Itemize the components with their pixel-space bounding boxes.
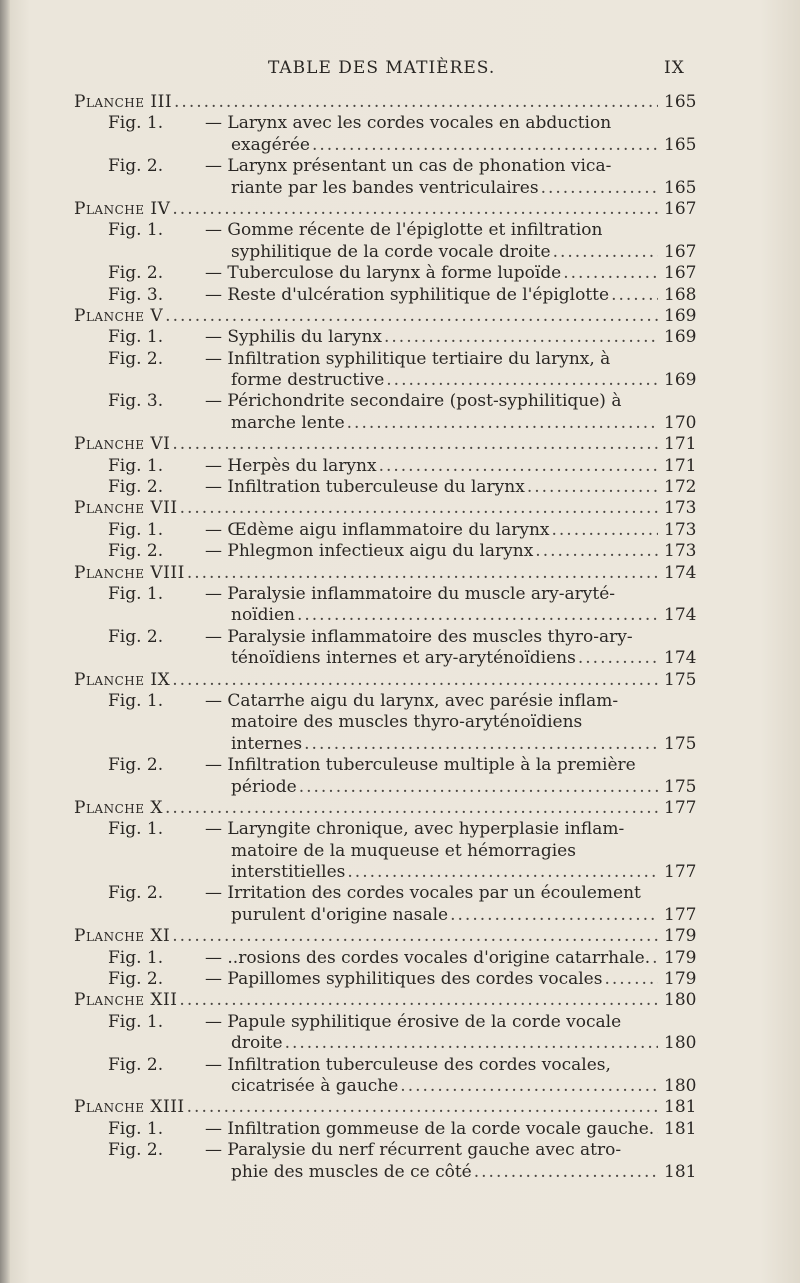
figure-description: — ..rosions des cordes vocales d'origine catarrhale. — [205, 947, 651, 968]
figure-description: — Catarrhe aigu du larynx, avec parésie inflam- — [205, 690, 619, 711]
toc-figure-row — [0, 819, 800, 840]
figure-description-continued: ténoïdiens internes et ary-aryténoïdiens — [231, 648, 576, 669]
figure-description-continued: matoire de la muqueuse et hémorragies — [231, 840, 576, 861]
figure-description-continued: noïdien — [231, 605, 295, 626]
toc-continuation-row — [0, 1033, 800, 1054]
toc-continuation-row — [0, 413, 800, 434]
page-number: IX — [664, 58, 685, 78]
leader-dots — [172, 434, 658, 455]
figure-description-continued: cicatrisée à gauche — [231, 1075, 399, 1096]
page-ref: 174 — [664, 562, 697, 583]
figure-label: Fig. 1. — [108, 327, 164, 348]
planche-label: Planche III — [74, 92, 173, 112]
figure-label: Fig. 1. — [108, 583, 164, 604]
figure-label: Fig. 2. — [108, 1054, 164, 1075]
leader-dots — [527, 477, 658, 498]
page-ref: 165 — [664, 177, 697, 198]
toc-figure-row — [0, 755, 800, 776]
figure-description-continued: phie des muscles de ce côté — [231, 1161, 472, 1182]
figure-label: Fig. 2. — [108, 263, 164, 284]
page-ref: 165 — [664, 134, 697, 155]
leader-dots — [652, 948, 658, 969]
leader-dots — [400, 1076, 658, 1097]
leader-dots — [604, 969, 658, 990]
planche-label: Planche V — [74, 305, 164, 326]
page-ref: 177 — [664, 904, 697, 925]
toc-figure-row — [0, 948, 800, 969]
toc-figure-row — [0, 391, 800, 412]
leader-dots — [450, 905, 658, 926]
figure-label: Fig. 2. — [108, 755, 164, 776]
toc-planche-row — [0, 990, 800, 1011]
page-ref: 175 — [664, 776, 697, 797]
figure-description: — Larynx avec les cordes vocales en abduction — [205, 113, 612, 134]
figure-description-continued: période — [231, 776, 297, 797]
toc-figure-row — [0, 113, 800, 134]
figure-description-continued: purulent d'origine nasale — [231, 904, 449, 925]
planche-label: Planche VIII — [74, 562, 185, 583]
figure-description: — Infiltration tuberculeuse du larynx — [205, 477, 525, 498]
figure-description: — Gomme récente de l'épiglotte et infiltration — [205, 220, 603, 241]
page-ref: 171 — [664, 455, 697, 476]
leader-dots — [347, 413, 658, 434]
figure-description: — Phlegmon infectieux aigu du larynx — [205, 541, 534, 562]
page-ref: 169 — [664, 305, 697, 326]
page-ref: 171 — [664, 434, 697, 455]
page-ref: 177 — [664, 862, 697, 883]
toc-figure-row — [0, 1012, 800, 1033]
page-title: TABLE DES MATIÈRES. — [268, 58, 496, 78]
table-of-contents — [0, 92, 800, 1183]
figure-label: Fig. 2. — [108, 541, 164, 562]
toc-planche-row — [0, 1097, 800, 1118]
toc-figure-row — [0, 969, 800, 990]
page-ref: 173 — [664, 498, 697, 519]
toc-continuation-row — [0, 712, 800, 733]
planche-label: Planche XII — [74, 990, 178, 1011]
figure-description-continued: riante par les bandes ventriculaires — [231, 177, 539, 198]
leader-dots — [563, 263, 658, 284]
leader-dots — [553, 242, 658, 263]
leader-dots — [187, 1097, 658, 1118]
leader-dots — [611, 285, 658, 306]
toc-continuation-row — [0, 242, 800, 263]
figure-label: Fig. 2. — [108, 156, 164, 177]
leader-dots — [347, 862, 658, 883]
toc-figure-row — [0, 1055, 800, 1076]
figure-label: Fig. 3. — [108, 284, 164, 305]
figure-description: — Infiltration gommeuse de la corde vocale gauche. — [205, 1118, 655, 1139]
leader-dots — [285, 1033, 658, 1054]
figure-description: — Papillomes syphilitiques des cordes vocales — [205, 969, 603, 990]
toc-figure-row — [0, 156, 800, 177]
leader-dots — [174, 92, 658, 113]
leader-dots — [172, 670, 658, 691]
figure-description: — Paralysie inflammatoire des muscles thyro-ary- — [205, 626, 633, 647]
leader-dots — [474, 1162, 658, 1183]
toc-planche-row — [0, 306, 800, 327]
leader-dots — [386, 370, 658, 391]
figure-description-continued: syphilitique de la corde vocale droite — [231, 241, 551, 262]
page-ref: 170 — [664, 412, 697, 433]
page-ref: 165 — [664, 92, 697, 112]
page-ref: 179 — [664, 947, 697, 968]
leader-dots — [551, 520, 658, 541]
toc-planche-row — [0, 670, 800, 691]
page-ref: 174 — [664, 648, 697, 669]
figure-description: — Laryngite chronique, avec hyperplasie inflam- — [205, 819, 625, 840]
leader-dots — [656, 1119, 658, 1140]
figure-label: Fig. 1. — [108, 113, 164, 134]
figure-label: Fig. 2. — [108, 1140, 164, 1161]
figure-label: Fig. 1. — [108, 455, 164, 476]
toc-continuation-row — [0, 605, 800, 626]
figure-label: Fig. 1. — [108, 1011, 164, 1032]
toc-figure-row — [0, 456, 800, 477]
toc-figure-row — [0, 883, 800, 904]
toc-figure-row — [0, 327, 800, 348]
running-header — [0, 58, 800, 82]
page-ref: 179 — [664, 926, 697, 947]
figure-description: — Infiltration syphilitique tertiaire du larynx, à — [205, 348, 611, 369]
leader-dots — [179, 990, 658, 1011]
toc-figure-row — [0, 263, 800, 284]
leader-dots — [384, 327, 658, 348]
figure-description: — Reste d'ulcération syphilitique de l'épiglotte — [205, 284, 610, 305]
page-ref: 169 — [664, 370, 697, 391]
toc-planche-row — [0, 199, 800, 220]
toc-continuation-row — [0, 178, 800, 199]
leader-dots — [172, 926, 658, 947]
leader-dots — [165, 798, 658, 819]
page-ref: 180 — [664, 990, 697, 1011]
leader-dots — [187, 563, 658, 584]
page-ref: 181 — [664, 1118, 697, 1139]
figure-description: — Tuberculose du larynx à forme lupoïde — [205, 263, 562, 284]
planche-label: Planche XI — [74, 926, 171, 947]
figure-description: — Larynx présentant un cas de phonation vica- — [205, 156, 612, 177]
planche-label: Planche IX — [74, 669, 171, 690]
figure-description-continued: exagérée — [231, 134, 310, 155]
page-ref: 173 — [664, 541, 697, 562]
planche-label: Planche XIII — [74, 1097, 185, 1118]
figure-label: Fig. 2. — [108, 626, 164, 647]
figure-description-continued: marche lente — [231, 412, 345, 433]
toc-planche-row — [0, 92, 800, 113]
page-ref: 168 — [664, 284, 697, 305]
toc-continuation-row — [0, 370, 800, 391]
figure-description: — Infiltration tuberculeuse des cordes vocales, — [205, 1054, 611, 1075]
planche-label: Planche IV — [74, 198, 171, 219]
figure-label: Fig. 1. — [108, 947, 164, 968]
toc-figure-row — [0, 520, 800, 541]
toc-planche-row — [0, 798, 800, 819]
figure-description: — Herpès du larynx — [205, 455, 377, 476]
figure-label: Fig. 1. — [108, 220, 164, 241]
toc-figure-row — [0, 1140, 800, 1161]
leader-dots — [304, 734, 658, 755]
figure-description: — Périchondrite secondaire (post-syphilitique) à — [205, 391, 622, 412]
toc-figure-row — [0, 477, 800, 498]
toc-continuation-row — [0, 777, 800, 798]
figure-description: — Paralysie du nerf récurrent gauche avec atro- — [205, 1140, 622, 1161]
toc-planche-row — [0, 434, 800, 455]
page-ref: 181 — [664, 1097, 697, 1118]
leader-dots — [297, 605, 658, 626]
figure-label: Fig. 2. — [108, 477, 164, 498]
planche-label: Planche VI — [74, 434, 171, 455]
leader-dots — [578, 648, 658, 669]
page-ref: 180 — [664, 1033, 697, 1054]
toc-figure-row — [0, 627, 800, 648]
toc-continuation-row — [0, 135, 800, 156]
toc-figure-row — [0, 349, 800, 370]
page-ref: 181 — [664, 1161, 697, 1182]
leader-dots — [172, 199, 658, 220]
toc-continuation-row — [0, 648, 800, 669]
figure-description: — Papule syphilitique érosive de la corde vocale — [205, 1011, 622, 1032]
figure-label: Fig. 2. — [108, 969, 164, 990]
toc-planche-row — [0, 563, 800, 584]
page-ref: 177 — [664, 797, 697, 818]
figure-label: Fig. 2. — [108, 883, 164, 904]
toc-continuation-row — [0, 1076, 800, 1097]
toc-continuation-row — [0, 1162, 800, 1183]
figure-label: Fig. 1. — [108, 1118, 164, 1139]
figure-description: — Syphilis du larynx — [205, 327, 382, 348]
leader-dots — [541, 178, 658, 199]
page-ref: 167 — [664, 263, 697, 284]
toc-continuation-row — [0, 905, 800, 926]
toc-planche-row — [0, 498, 800, 519]
page-ref: 174 — [664, 605, 697, 626]
toc-planche-row — [0, 926, 800, 947]
figure-description-continued: internes — [231, 733, 303, 754]
planche-label: Planche VII — [74, 498, 178, 519]
toc-continuation-row — [0, 841, 800, 862]
leader-dots — [379, 456, 658, 477]
leader-dots — [165, 306, 658, 327]
page-ref: 175 — [664, 669, 697, 690]
leader-dots — [180, 498, 658, 519]
page-ref: 175 — [664, 733, 697, 754]
figure-description-continued: matoire des muscles thyro-aryténoïdiens — [231, 712, 583, 733]
figure-description-continued: forme destructive — [231, 370, 385, 391]
figure-description: — Infiltration tuberculeuse multiple à la première — [205, 755, 636, 776]
page-ref: 180 — [664, 1075, 697, 1096]
figure-description: — Irritation des cordes vocales par un écoulement — [205, 883, 641, 904]
figure-label: Fig. 1. — [108, 690, 164, 711]
toc-figure-row — [0, 285, 800, 306]
page-ref: 167 — [664, 241, 697, 262]
toc-figure-row — [0, 691, 800, 712]
planche-label: Planche X — [74, 797, 163, 818]
toc-continuation-row — [0, 862, 800, 883]
leader-dots — [299, 777, 658, 798]
page-ref: 173 — [664, 519, 697, 540]
figure-description-continued: interstitielles — [231, 862, 346, 883]
figure-description: — Paralysie inflammatoire du muscle ary-aryté- — [205, 583, 616, 604]
leader-dots — [535, 541, 658, 562]
figure-label: Fig. 3. — [108, 391, 164, 412]
toc-figure-row — [0, 1119, 800, 1140]
page-ref: 169 — [664, 327, 697, 348]
toc-figure-row — [0, 220, 800, 241]
toc-continuation-row — [0, 734, 800, 755]
figure-label: Fig. 1. — [108, 519, 164, 540]
figure-description-continued: droite — [231, 1033, 283, 1054]
page-ref: 172 — [664, 477, 697, 498]
figure-label: Fig. 2. — [108, 348, 164, 369]
leader-dots — [312, 135, 658, 156]
toc-figure-row — [0, 584, 800, 605]
page-ref: 179 — [664, 969, 697, 990]
figure-description: — Œdème aigu inflammatoire du larynx — [205, 519, 550, 540]
page-ref: 167 — [664, 198, 697, 219]
toc-figure-row — [0, 541, 800, 562]
figure-label: Fig. 1. — [108, 819, 164, 840]
